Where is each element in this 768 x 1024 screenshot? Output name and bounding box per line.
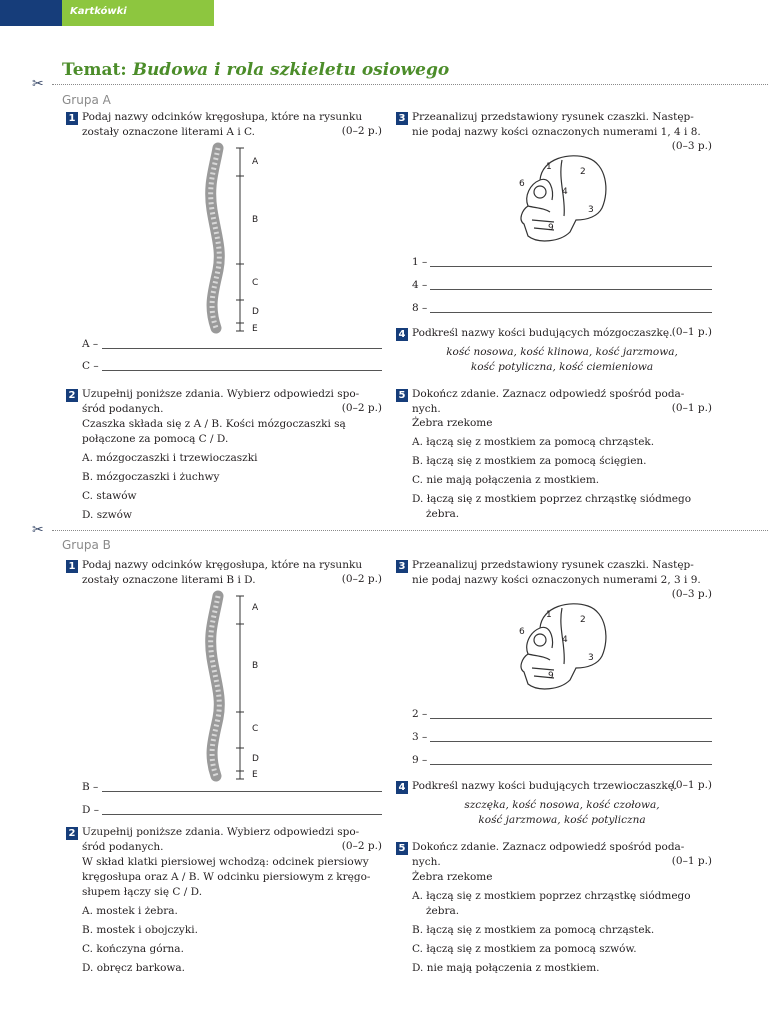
option-continuation: żebra. — [426, 905, 460, 917]
header-section-bar — [62, 0, 214, 26]
question-text: zostały oznaczone literami B i D. — [82, 574, 256, 586]
question-text: Uzupełnij poniższe zdania. Wybierz odpowiedzi spo- — [82, 826, 360, 838]
spine-label: B — [252, 215, 259, 225]
points: (0–3 p.) — [671, 588, 712, 600]
option-continuation: żebra. — [426, 508, 460, 520]
points: (0–3 p.) — [671, 140, 712, 152]
option[interactable]: C. stawów — [82, 490, 137, 502]
points: (0–1 p.) — [671, 855, 712, 867]
spine-illustration — [211, 148, 220, 328]
points: (0–1 p.) — [671, 402, 712, 414]
word-list[interactable]: kość jarzmowa, kość potyliczna — [478, 814, 646, 826]
points: (0–2 p.) — [341, 840, 382, 852]
question-number: 2 — [66, 389, 78, 402]
answer-label: B – — [82, 781, 99, 793]
option[interactable]: B. łączą się z mostkiem za pomocą chrząstek. — [412, 924, 655, 936]
answer-label: D – — [82, 804, 100, 816]
skull-label: 4 — [562, 187, 568, 197]
option[interactable]: D. nie mają połączenia z mostkiem. — [412, 962, 600, 974]
word-list[interactable]: kość nosowa, kość klinowa, kość jarzmowa, — [446, 346, 678, 358]
answer-line[interactable] — [430, 718, 712, 719]
option[interactable]: B. łączą się z mostkiem za pomocą ścięgien. — [412, 455, 647, 467]
option[interactable]: C. kończyna górna. — [82, 943, 184, 955]
skull-label: 3 — [588, 653, 594, 663]
title-topic: Budowa i rola szkieletu osiowego — [132, 60, 450, 80]
skull-label: 2 — [580, 167, 586, 177]
question-text: nych. — [412, 403, 441, 415]
spine-label: D — [252, 307, 259, 317]
question-number: 5 — [396, 842, 408, 855]
answer-line[interactable] — [430, 312, 712, 313]
question-text: słupem łączy się C / D. — [82, 886, 203, 898]
spine-figure — [190, 140, 280, 340]
option[interactable]: C. łączą się z mostkiem za pomocą szwów. — [412, 943, 637, 955]
skull-label: 4 — [562, 635, 568, 645]
skull-label: 9 — [548, 223, 554, 233]
answer-line[interactable] — [102, 348, 382, 349]
question-number: 1 — [66, 112, 78, 125]
question-text: zostały oznaczone literami A i C. — [82, 126, 256, 138]
spine-illustration — [211, 596, 220, 776]
skull-figure — [510, 150, 620, 246]
question-number: 3 — [396, 112, 408, 125]
question-text: kręgosłupa oraz A / B. W odcinku piersiowym z kręgo- — [82, 871, 371, 883]
question-text: Podkreśl nazwy kości budujących mózgoczaszkę. — [412, 327, 673, 339]
question-text: śród podanych. — [82, 841, 164, 853]
option[interactable]: B. mostek i obojczyki. — [82, 924, 198, 936]
spine-label: B — [252, 661, 259, 671]
spine-label: E — [252, 770, 258, 780]
question-text: Uzupełnij poniższe zdania. Wybierz odpowiedzi spo- — [82, 388, 360, 400]
answer-line[interactable] — [102, 814, 382, 815]
skull-label: 6 — [519, 179, 525, 189]
cut-line — [52, 530, 768, 531]
spine-label: D — [252, 754, 259, 764]
answer-line[interactable] — [430, 764, 712, 765]
question-text: Podkreśl nazwy kości budujących trzewioczaszkę. — [412, 780, 678, 792]
title-prefix: Temat: — [62, 60, 127, 80]
answer-label: 2 – — [412, 708, 428, 720]
points: (0–2 p.) — [341, 402, 382, 414]
question-text: śród podanych. — [82, 403, 164, 415]
word-list[interactable]: szczęka, kość nosowa, kość czołowa, — [464, 799, 660, 811]
answer-label: A – — [82, 338, 99, 350]
option[interactable]: B. mózgoczaszki i żuchwy — [82, 471, 220, 483]
question-number: 1 — [66, 560, 78, 573]
question-text: Przeanalizuj przedstawiony rysunek czaszki. Następ- — [412, 111, 694, 123]
group-b-label: Grupa B — [62, 538, 111, 552]
spine-label: C — [252, 724, 259, 734]
page-title — [62, 60, 449, 80]
question-text: nie podaj nazwy kości oznaczonych numerami 1, 4 i 8. — [412, 126, 701, 138]
answer-line[interactable] — [430, 289, 712, 290]
question-text: Podaj nazwy odcinków kręgosłupa, które na rysunku — [82, 559, 363, 571]
group-a-label: Grupa A — [62, 93, 111, 107]
question-text: Podaj nazwy odcinków kręgosłupa, które na rysunku — [82, 111, 363, 123]
spine-label: E — [252, 324, 258, 334]
option[interactable]: A. łączą się z mostkiem poprzez chrząstkę siódmego — [412, 890, 691, 902]
skull-label: 3 — [588, 205, 594, 215]
skull-label: 6 — [519, 627, 525, 637]
points: (0–1 p.) — [671, 779, 712, 791]
spine-label: C — [252, 278, 259, 288]
question-stem: Żebra rzekome — [412, 871, 493, 883]
answer-label: 8 – — [412, 302, 428, 314]
option[interactable]: D. szwów — [82, 509, 132, 521]
option[interactable]: A. łączą się z mostkiem za pomocą chrząstek. — [412, 436, 655, 448]
answer-label: 9 – — [412, 754, 428, 766]
scissors-icon: ✂ — [32, 522, 44, 538]
question-text: W skład klatki piersiowej wchodzą: odcinek piersiowy — [82, 856, 369, 868]
option[interactable]: A. mózgoczaszki i trzewioczaszki — [82, 452, 258, 464]
answer-line[interactable] — [102, 791, 382, 792]
option[interactable]: D. obręcz barkowa. — [82, 962, 186, 974]
scissors-icon: ✂ — [32, 76, 44, 92]
question-text: Dokończ zdanie. Zaznacz odpowiedź spośród poda- — [412, 388, 685, 400]
answer-line[interactable] — [102, 370, 382, 371]
question-stem: Żebra rzekome — [412, 417, 493, 429]
question-text: połączone za pomocą C / D. — [82, 433, 229, 445]
spine-label: A — [252, 603, 259, 613]
question-number: 4 — [396, 328, 408, 341]
option[interactable]: C. nie mają połączenia z mostkiem. — [412, 474, 600, 486]
skull-label: 2 — [580, 615, 586, 625]
header-label: Kartkówki — [70, 6, 127, 17]
answer-line[interactable] — [430, 266, 712, 267]
skull-figure — [510, 598, 620, 694]
question-text: Przeanalizuj przedstawiony rysunek czaszki. Następ- — [412, 559, 694, 571]
points: (0–2 p.) — [341, 573, 382, 585]
answer-label: 4 – — [412, 279, 428, 291]
points: (0–1 p.) — [671, 326, 712, 338]
question-text: nie podaj nazwy kości oznaczonych numerami 2, 3 i 9. — [412, 574, 701, 586]
question-text: Dokończ zdanie. Zaznacz odpowiedź spośród poda- — [412, 841, 685, 853]
skull-illustration — [521, 156, 606, 241]
word-list[interactable]: kość potyliczna, kość ciemieniowa — [470, 361, 654, 373]
spine-figure — [190, 588, 280, 788]
option[interactable]: A. mostek i żebra. — [82, 905, 178, 917]
question-number: 3 — [396, 560, 408, 573]
skull-illustration — [521, 604, 606, 689]
answer-line[interactable] — [430, 741, 712, 742]
answer-label: 3 – — [412, 731, 428, 743]
question-text: nych. — [412, 856, 441, 868]
cut-line — [52, 84, 768, 85]
question-number: 5 — [396, 389, 408, 402]
answer-label: 1 – — [412, 256, 428, 268]
header-brand-bar — [0, 0, 62, 26]
points: (0–2 p.) — [341, 125, 382, 137]
answer-label: C – — [82, 360, 99, 372]
skull-label: 1 — [546, 162, 552, 172]
question-text: Czaszka składa się z A / B. Kości mózgoczaszki są — [82, 418, 346, 430]
question-number: 4 — [396, 781, 408, 794]
spine-label: A — [252, 157, 259, 167]
skull-label: 9 — [548, 671, 554, 681]
question-number: 2 — [66, 827, 78, 840]
skull-label: 1 — [546, 610, 552, 620]
option[interactable]: D. łączą się z mostkiem poprzez chrząstkę siódmego — [412, 493, 692, 505]
